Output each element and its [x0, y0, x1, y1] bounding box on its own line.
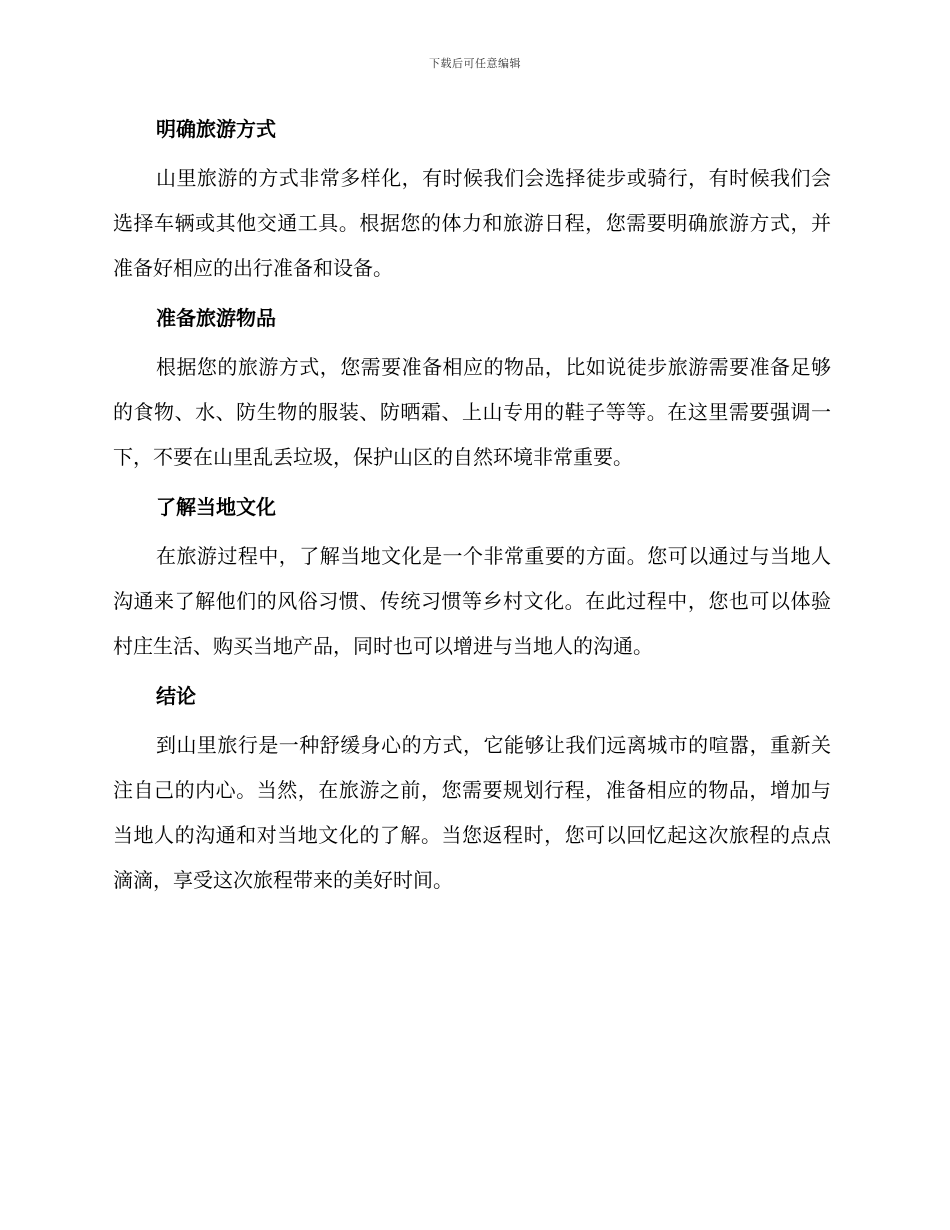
section-paragraph: 根据您的旅游方式，您需要准备相应的物品，比如说徒步旅游需要准备足够的食物、水、防生物的服装、防晒霜、上山专用的鞋子等等。在这里需要强调一下，不要在山里乱丢垃圾，保护山区的自然环境非常重要。 [113, 355, 831, 469]
section-paragraph: 山里旅游的方式非常多样化，有时候我们会选择徒步或骑行，有时候我们会选择车辆或其他交通工具。根据您的体力和旅游日程，您需要明确旅游方式，并准备好相应的出行准备和设备。 [113, 166, 831, 280]
section-heading: 结论 [156, 684, 196, 708]
page-header: 下载后可任意编辑 [429, 57, 521, 70]
section-local-culture [113, 486, 831, 669]
section-heading: 准备旅游物品 [156, 306, 276, 330]
section-heading: 明确旅游方式 [156, 117, 276, 141]
document-body [113, 108, 831, 909]
section-travel-items [113, 297, 831, 480]
section-conclusion [113, 675, 831, 903]
section-heading: 了解当地文化 [156, 495, 276, 519]
section-paragraph: 到山里旅行是一种舒缓身心的方式，它能够让我们远离城市的喧嚣，重新关注自己的内心。当然，在旅游之前，您需要规划行程，准备相应的物品，增加与当地人的沟通和对当地文化的了解。当您返程时，您可以回忆起这次旅程的点点滴滴，享受这次旅程带来的美好时间。 [113, 733, 831, 892]
section-paragraph: 在旅游过程中，了解当地文化是一个非常重要的方面。您可以通过与当地人沟通来了解他们的风俗习惯、传统习惯等乡村文化。在此过程中，您也可以体验村庄生活、购买当地产品，同时也可以增进与当地人的沟通。 [113, 544, 831, 658]
section-travel-mode [113, 108, 831, 291]
